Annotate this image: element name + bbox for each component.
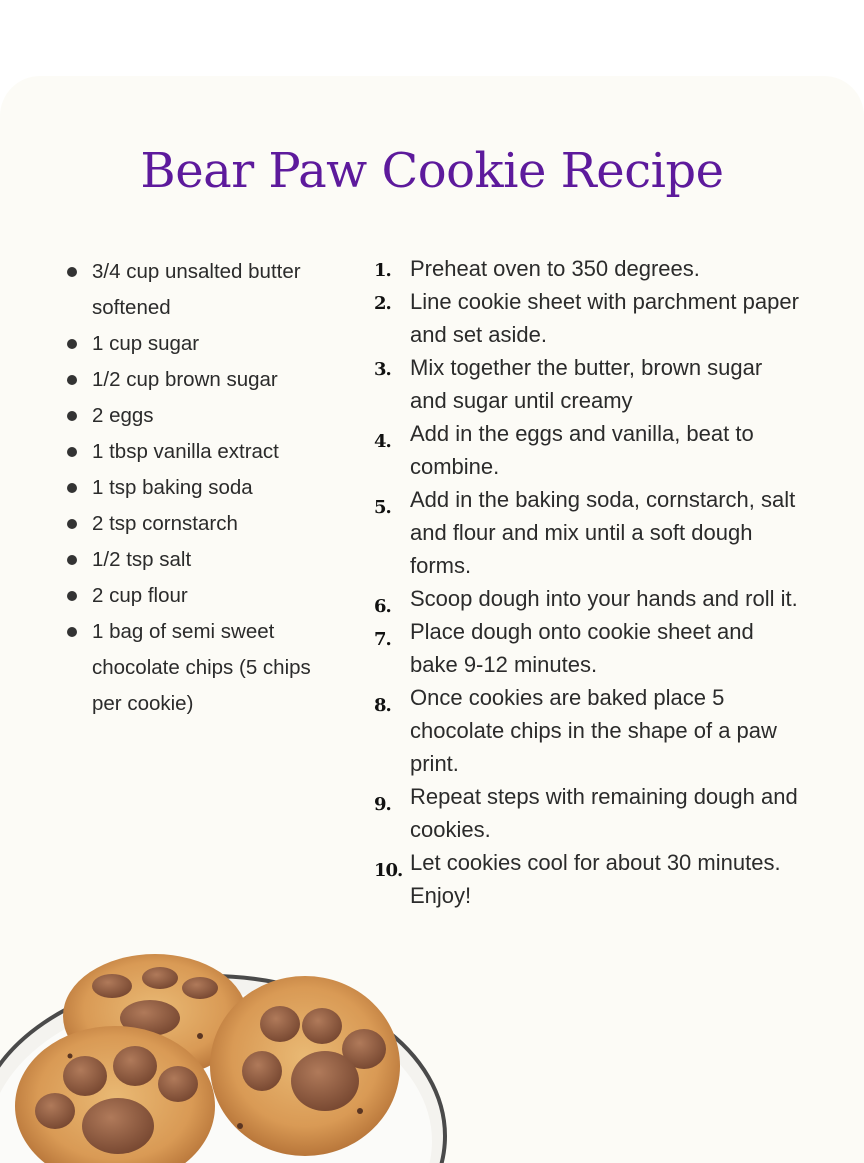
- step-item: [374, 351, 804, 417]
- ingredient-item: [64, 614, 334, 722]
- ingredient-item: [64, 506, 334, 542]
- bullet-icon: [67, 591, 77, 601]
- ingredient-item: [64, 542, 334, 578]
- ingredients-list: [64, 254, 334, 722]
- recipe-title: Bear Paw Cookie Recipe: [140, 143, 724, 199]
- step-text: Mix together the butter, brown sugar and sugar until creamy: [410, 355, 763, 413]
- ingredient-text: 1/2 tsp salt: [92, 548, 192, 571]
- ingredient-text: 2 eggs: [92, 404, 154, 427]
- step-item: [374, 615, 804, 681]
- ingredient-text: 3/4 cup unsalted butter softened: [92, 260, 301, 319]
- step-text: Place dough onto cookie sheet and bake 9-12 minutes.: [410, 619, 754, 677]
- bullet-icon: [67, 483, 77, 493]
- step-number: 1.: [374, 260, 391, 281]
- bullet-icon: [67, 411, 77, 421]
- ingredient-item: [64, 254, 334, 326]
- bullet-icon: [67, 627, 77, 637]
- step-item: [374, 582, 804, 615]
- step-item: [374, 417, 804, 483]
- step-item: [374, 252, 804, 285]
- ingredient-item: [64, 362, 334, 398]
- step-item: [374, 846, 804, 912]
- ingredient-text: 1 cup sugar: [92, 332, 200, 355]
- bullet-icon: [67, 339, 77, 349]
- step-item: [374, 483, 804, 582]
- steps-list: [374, 252, 804, 912]
- cookie-plate-image: [0, 946, 470, 1163]
- bullet-icon: [67, 555, 77, 565]
- step-number: 8.: [374, 695, 391, 716]
- step-text: Add in the eggs and vanilla, beat to combine.: [410, 421, 754, 479]
- ingredient-text: 1 tsp baking soda: [92, 476, 253, 499]
- step-text: Scoop dough into your hands and roll it.: [410, 586, 798, 611]
- ingredient-text: 1 bag of semi sweet chocolate chips (5 chips per cookie): [92, 620, 311, 715]
- step-text: Repeat steps with remaining dough and cookies.: [410, 784, 798, 842]
- ingredient-item: [64, 398, 334, 434]
- step-number: 10.: [374, 860, 403, 881]
- ingredient-text: 1/2 cup brown sugar: [92, 368, 278, 391]
- step-number: 7.: [374, 629, 391, 650]
- step-item: [374, 681, 804, 780]
- ingredient-text: 2 tsp cornstarch: [92, 512, 238, 535]
- bullet-icon: [67, 375, 77, 385]
- step-number: 4.: [374, 431, 391, 452]
- step-item: [374, 285, 804, 351]
- ingredient-item: [64, 470, 334, 506]
- ingredient-text: 2 cup flour: [92, 584, 188, 607]
- step-text: Line cookie sheet with parchment paper and set aside.: [410, 289, 799, 347]
- step-number: 6.: [374, 596, 391, 617]
- step-text: Preheat oven to 350 degrees.: [410, 256, 700, 281]
- step-text: Add in the baking soda, cornstarch, salt and flour and mix until a soft dough forms.: [410, 487, 796, 578]
- step-number: 2.: [374, 293, 391, 314]
- step-number: 9.: [374, 794, 391, 815]
- ingredient-text: 1 tbsp vanilla extract: [92, 440, 279, 463]
- ingredient-item: [64, 326, 334, 362]
- recipe-card: [0, 76, 864, 1163]
- ingredient-item: [64, 434, 334, 470]
- step-number: 5.: [374, 497, 391, 518]
- bullet-icon: [67, 447, 77, 457]
- step-item: [374, 780, 804, 846]
- ingredient-item: [64, 578, 334, 614]
- step-text: Let cookies cool for about 30 minutes. Enjoy!: [410, 850, 781, 908]
- step-text: Once cookies are baked place 5 chocolate chips in the shape of a paw print.: [410, 685, 777, 776]
- step-number: 3.: [374, 359, 391, 380]
- bullet-icon: [67, 519, 77, 529]
- bullet-icon: [67, 267, 77, 277]
